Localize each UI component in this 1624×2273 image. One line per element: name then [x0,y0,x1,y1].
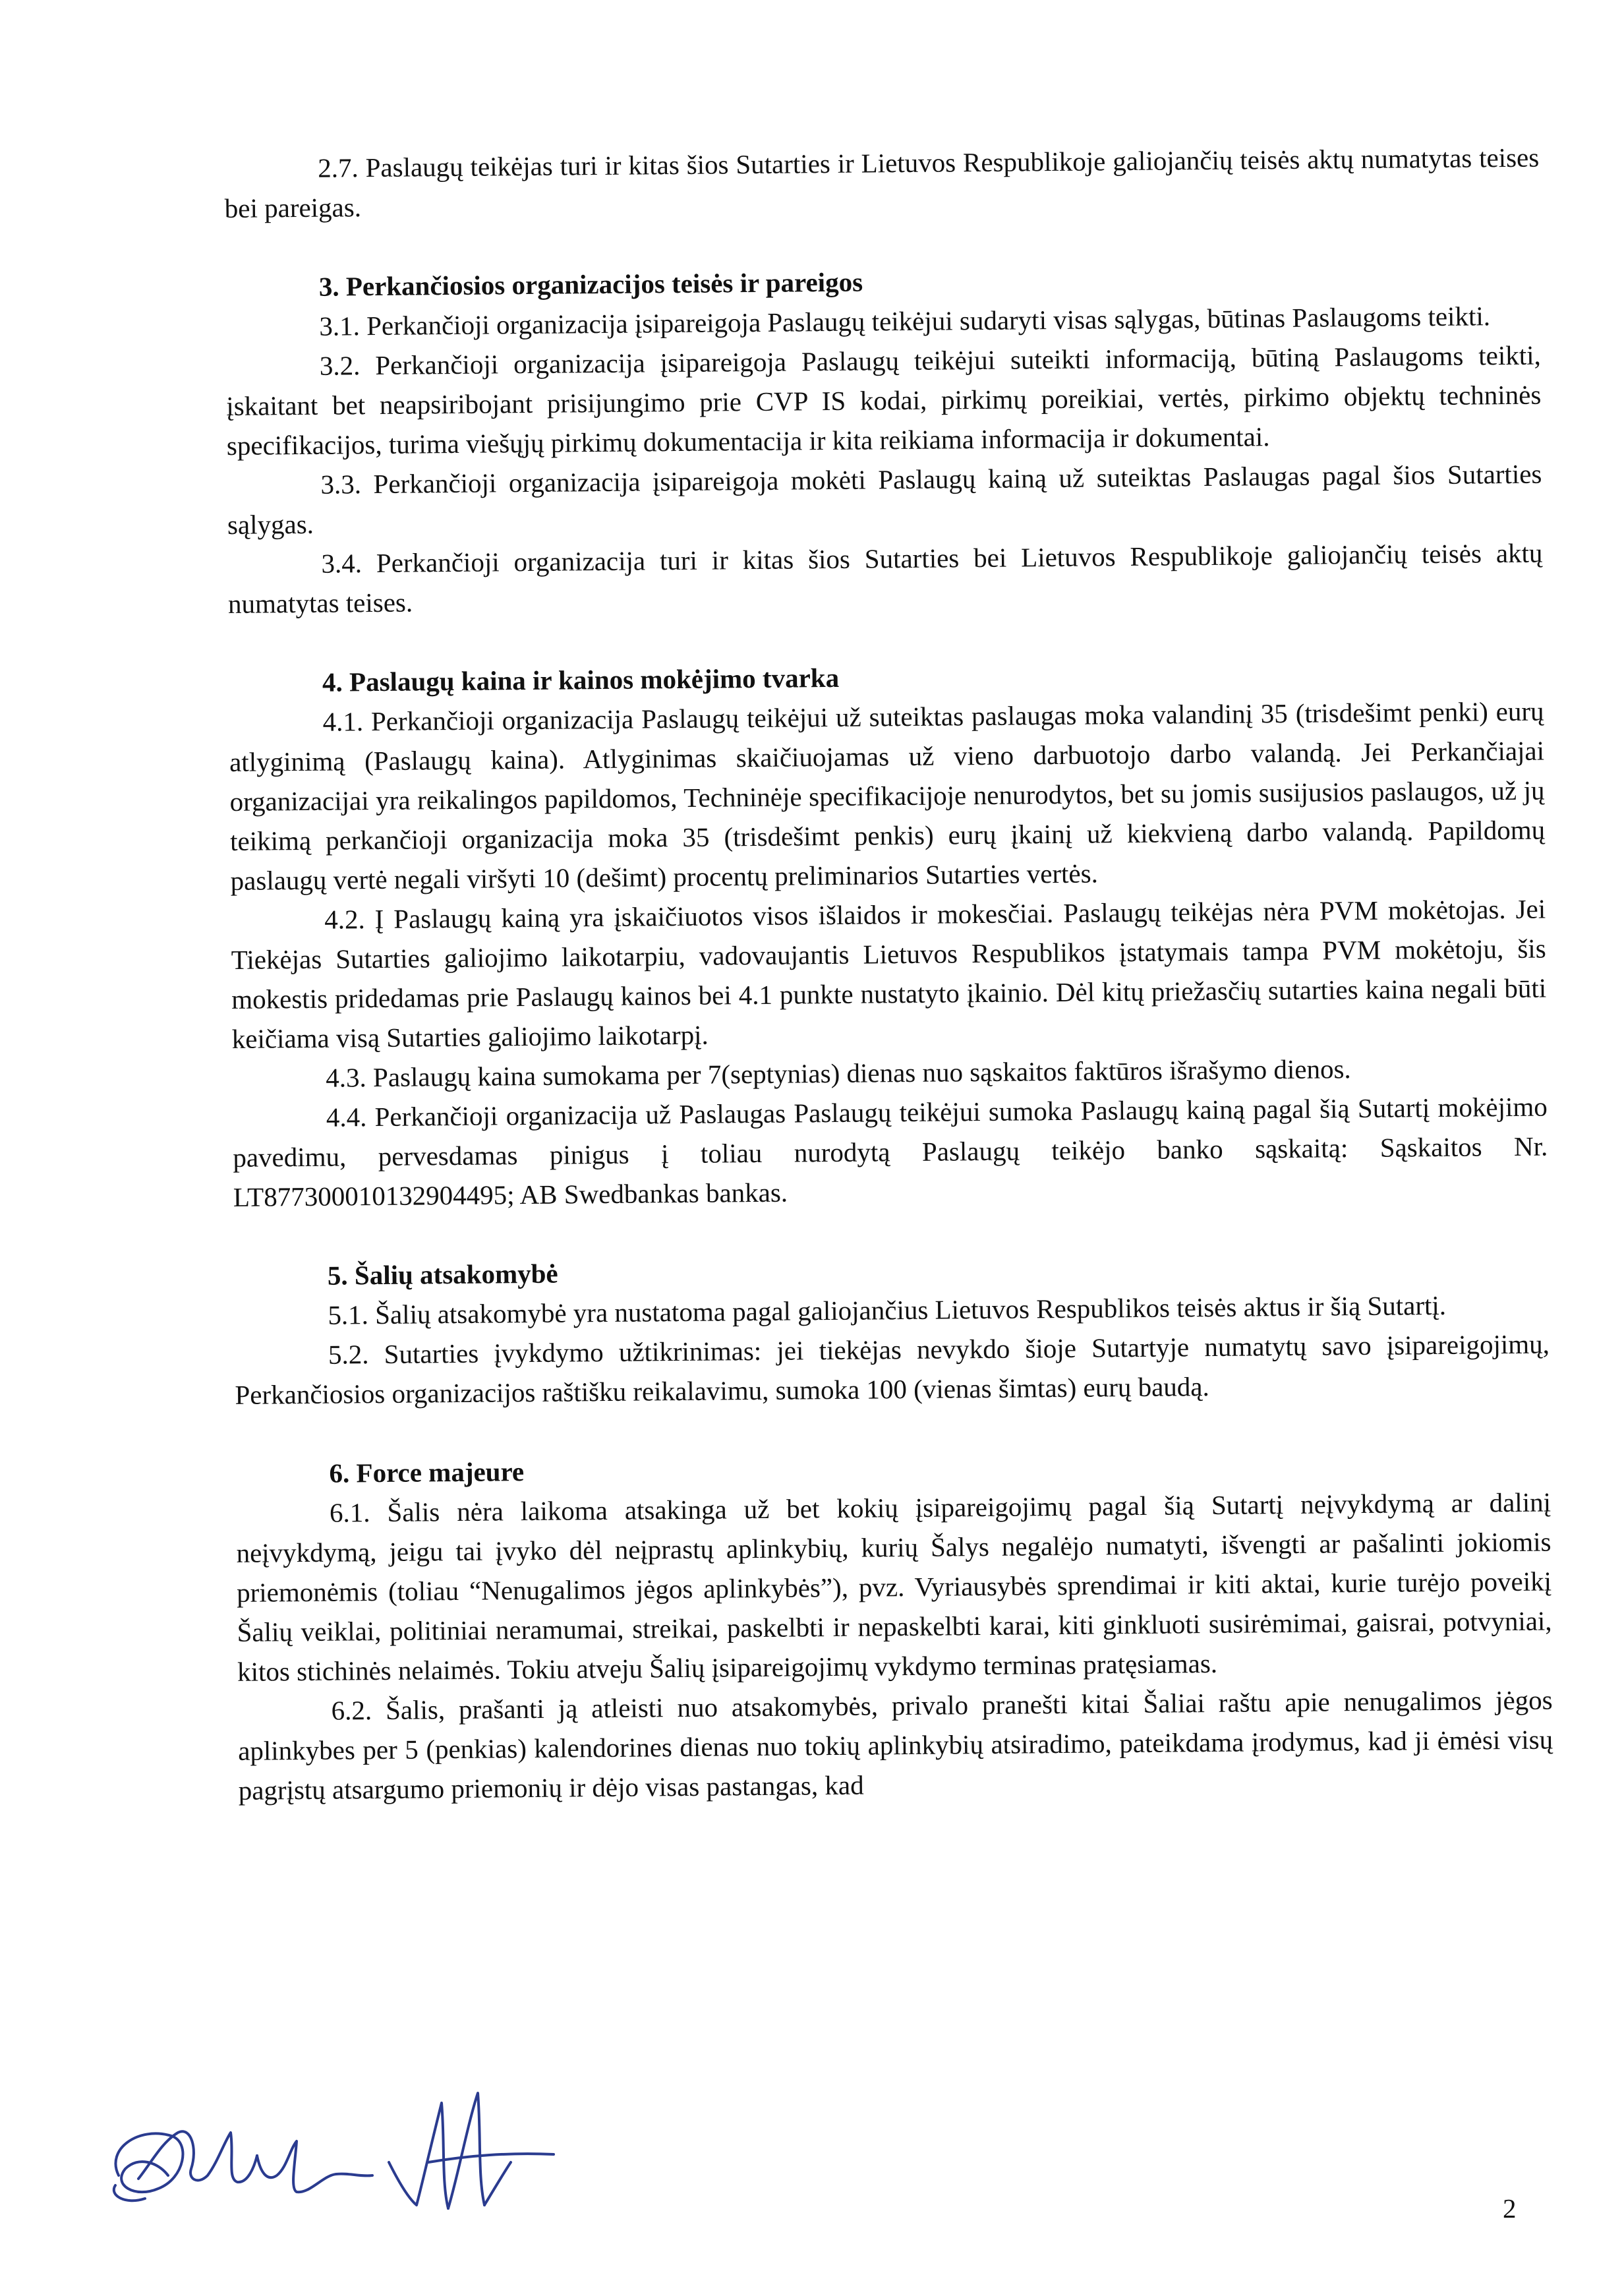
paragraph-4-1: 4.1. Perkančioji organizacija Paslaugų teikėjui už suteiktas paslaugas moka valandinį 35 (trisdešimt penki) eurų atlyginimą (Paslaugų kaina). Atlyginimas skaičiuojamas už vieno darbuotojo darbo valandą. Jei Perkančiajai organizacijai yra reikalingos papildomos, Techninėje specifikacijoje nenurodytos, bet su jomis susijusios paslaugos, už jų teikimą perkančioji organizacija moka 35 (trisdešimt penkis) eurų įkainį už kiekvieną darbo valandą. Papildomų paslaugų vertė negali viršyti 10 (dešimt) procentų preliminarios Sutarties vertės. [229,695,1546,896]
paragraph-6-2: 6.2. Šalis, prašanti ją atleisti nuo atsakomybės, privalo pranešti kitai Šaliai raštu apie nenugalimos jėgos aplinkybes per 5 (penkias) kalendorines dienas nuo tokių aplinkybių atsiradimo, pateikdama įrodymus, kad ji ėmėsi visų pagrįstų atsargumo priemonių ir dėjo visas pastangas, kad [238,1684,1553,1806]
paragraph-3-1: 3.1. Perkančioji organizacija įsipareigoja Paslaugų teikėjui sudaryti visas sąlygas, būtinas Paslaugoms teikti. [319,301,1491,341]
signature-2-stroke [484,2162,511,2205]
paragraph-5-1: 5.1. Šalių atsakomybė yra nustatoma pagal galiojančius Lietuvos Respublikos teisės aktus ir šią Sutartį. [328,1289,1447,1330]
signature-2-stroke [428,2154,554,2162]
paragraph-4-3: 4.3. Paslaugų kaina sumokama per 7(septynias) dienas nuo sąskaitos faktūros išrašymo dienos. [326,1053,1351,1093]
paragraph-3-2: 3.2. Perkančioji organizacija įsipareigoja Paslaugų teikėjui suteikti informaciją, būtiną Paslaugoms teikti, įskaitant bet neapsiribojant prisijungimo prie CVP IS kodai, pirkimų poreikiai, vertės, pirkimo objektų techninės specifikacijos, turima viešųjų pirkimų dokumentacija ir kita reikiama informacija ir dokumentai. [226,339,1542,461]
paragraph-3-4: 3.4. Perkančioji organizacija turi ir kitas šios Sutarties bei Lietuvos Respublikoje galiojančių teisės aktų numatytas teises. [227,537,1543,619]
section-heading-4: 4. Paslaugų kaina ir kainos mokėjimo tvarka [322,662,840,697]
paragraph-4-2: 4.2. Į Paslaugų kainą yra įskaičiuotos visos išlaidos ir mokesčiai. Paslaugų teikėjas nėra PVM mokėtojas. Jei Tiekėjas Sutarties galiojimo laikotarpiu, vadovaujantis Lietuvos Respublikos įstatymais tampa PVM mokėtoju, šis mokestis pridedamas prie Paslaugų kainos bei 4.1 punkte nustatyto įkainio. Dėl kitų priežasčių sutarties kaina negali būti keičiama visą Sutarties galiojimo laikotarpį. [231,893,1547,1054]
paragraph-4-4: 4.4. Perkančioji organizacija už Paslaugas Paslaugų teikėjui sumoka Paslaugų kainą pagal šią Sutartį mokėjimo pavedimu, pervesdamas pinigus į toliau nurodytą Paslaugų teikėjo banko sąskaitą: Sąskaitos Nr. LT877300010132904495; AB Swedbankas bankas. [233,1091,1548,1212]
paragraph-2-7: 2.7. Paslaugų teikėjas turi ir kitas šios Sutarties ir Lietuvos Respublikoje galiojančių teisės aktų numatytas teises bei pareigas. [224,142,1540,223]
signature-2-stroke [389,2103,448,2208]
paragraph-5-2: 5.2. Sutarties įvykdymo užtikrinimas: jei tiekėjas nevykdo šioje Sutartyje numatytų savo įsipareigojimų, Perkančiosios organizacijos raštišku reikalavimu, sumoka 100 (vienas šimtas) eurų baudą. [235,1328,1550,1410]
section-heading-5: 5. Šalių atsakomybė [327,1258,558,1291]
section-heading-6: 6. Force majeure [329,1456,525,1489]
paragraph-3-3: 3.3. Perkančioji organizacija įsipareigoja mokėti Paslaugų kainą už suteiktas Paslaugas pagal šios Sutarties sąlygas. [227,458,1542,540]
page-number: 2 [1503,2193,1517,2224]
signatures [99,2063,600,2235]
handwritten-signatures [99,2063,600,2235]
section-heading-3: 3. Perkančiosios organizacijos teisės ir pareigos [318,266,863,302]
signature-1-stroke [138,2131,257,2182]
signature-2-stroke [448,2093,484,2208]
document-body [224,138,1553,1810]
paragraph-6-1: 6.1. Šalis nėra laikoma atsakinga už bet kokių įsipareigojimų pagal šią Sutartį neįvykdymą ar dalinį neįvykdymą, jeigu tai įvyko dėl neįprastų aplinkybių, kurių Šalys negalėjo numatyti, išvengti ar pašalinti jokiomis priemonėmis (toliau “Nenugalimos jėgos aplinkybės”), pvz. Vyriausybės sprendimai ir kiti aktai, kurie turėjo poveikį Šalių veiklai, politiniai neramumai, streikai, paskelbti ir nepaskelbti karai, kiti ginkluoti susirėmimai, gaisrai, potvyniai, kitos stichinės nelaimės. Tokiu atveju Šalių įsipareigojimų vykdymo terminas pratęsiamas. [236,1487,1552,1687]
signature-1-stroke [257,2141,372,2192]
